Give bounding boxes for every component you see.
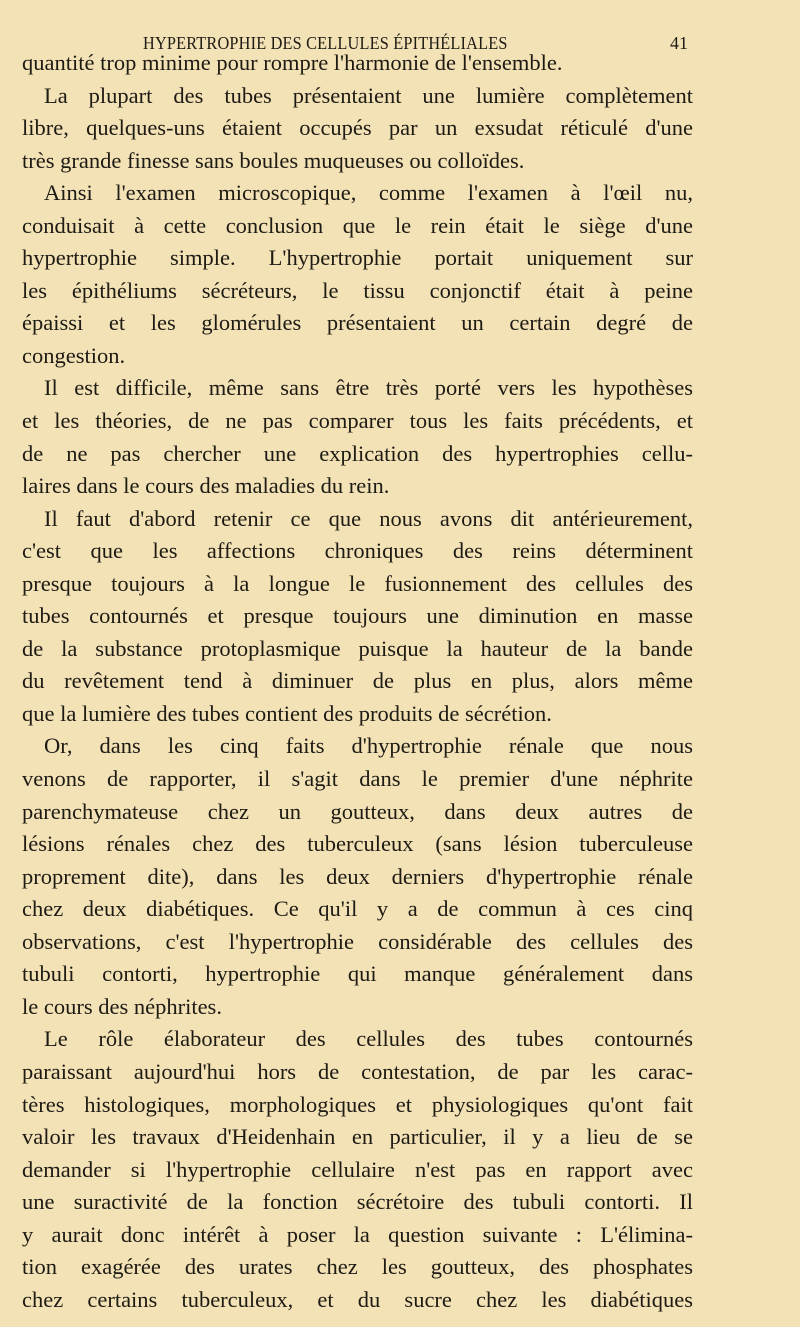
text-line: demander si l'hypertrophie cellulaire n'est pas en rapport avec [22, 1156, 693, 1182]
text-line: le cours des néphrites. [22, 993, 222, 1019]
text-line: Il faut d'abord retenir ce que nous avons dit antérieurement, [44, 505, 693, 531]
running-title: HYPERTROPHIE DES CELLULES ÉPITHÉLIALES [143, 33, 508, 53]
text-line: tubuli contorti, hypertrophie qui manque généralement dans [22, 961, 693, 987]
text-line: et les théories, de ne pas comparer tous les faits précédents, et [22, 408, 693, 434]
text-line: chez deux diabétiques. Ce qu'il y a de commun à ces cinq [22, 896, 693, 922]
text-line: Le rôle élaborateur des cellules des tubes contournés [44, 1026, 693, 1052]
text-line: presque toujours à la longue le fusionnement des cellules des [22, 570, 693, 596]
text-line: libre, quelques-uns étaient occupés par un exsudat réticulé d'une [22, 115, 693, 141]
page-number: 41 [670, 33, 688, 53]
text-line: les épithéliums sécréteurs, le tissu conjonctif était à peine [22, 277, 693, 303]
text-line: de ne pas chercher une explication des hypertrophies cellu- [22, 440, 693, 466]
text-line: conduisait à cette conclusion que le rein était le siège d'une [22, 212, 693, 238]
text-line: proprement dite), dans les deux derniers d'hypertrophie rénale [22, 863, 693, 889]
text-line: observations, c'est l'hypertrophie considérable des cellules des [22, 928, 693, 954]
text-line: Or, dans les cinq faits d'hypertrophie rénale que nous [44, 733, 693, 759]
text-line: tères histologiques, morphologiques et physiologiques qu'ont fait [22, 1091, 693, 1117]
text-line: laires dans le cours des maladies du rein. [22, 473, 390, 499]
body-text [22, 47, 693, 1316]
text-line: tubes contournés et presque toujours une diminution en masse [22, 603, 693, 629]
text-line: La plupart des tubes présentaient une lumière complètement [44, 82, 693, 108]
text-line: paraissant aujourd'hui hors de contestation, de par les carac- [22, 1058, 693, 1084]
text-line: chez certains tuberculeux, et du sucre chez les diabétiques [22, 1286, 693, 1312]
text-line: quantité trop minime pour rompre l'harmonie de l'ensemble. [22, 50, 563, 75]
text-line: que la lumière des tubes contient des produits de sécrétion. [22, 700, 552, 726]
text-line: hypertrophie simple. L'hypertrophie portait uniquement sur [22, 245, 693, 271]
text-line: épaissi et les glomérules présentaient un certain degré de [22, 310, 693, 336]
text-line: une suractivité de la fonction sécrétoire des tubuli contorti. Il [22, 1189, 693, 1215]
text-line: tion exagérée des urates chez les goutteux, des phosphates [22, 1254, 693, 1280]
text-line: lésions rénales chez des tuberculeux (sans lésion tuberculeuse [22, 831, 693, 857]
text-line: Il est difficile, même sans être très porté vers les hypothèses [44, 375, 693, 401]
text-line: du revêtement tend à diminuer de plus en plus, alors même [22, 668, 693, 694]
text-line: y aurait donc intérêt à poser la question suivante : L'élimina- [22, 1221, 693, 1247]
text-line: congestion. [22, 342, 126, 368]
text-line: parenchymateuse chez un goutteux, dans deux autres de [22, 798, 693, 824]
text-line: très grande finesse sans boules muqueuses ou colloïdes. [22, 147, 525, 173]
text-line: venons de rapporter, il s'agit dans le premier d'une néphrite [22, 766, 693, 792]
text-line: de la substance protoplasmique puisque la hauteur de la bande [22, 635, 693, 661]
text-line: valoir les travaux d'Heidenhain en particulier, il y a lieu de se [22, 1124, 693, 1150]
text-line: c'est que les affections chroniques des reins déterminent [22, 538, 693, 564]
text-line: Ainsi l'examen microscopique, comme l'examen à l'œil nu, [44, 180, 693, 206]
